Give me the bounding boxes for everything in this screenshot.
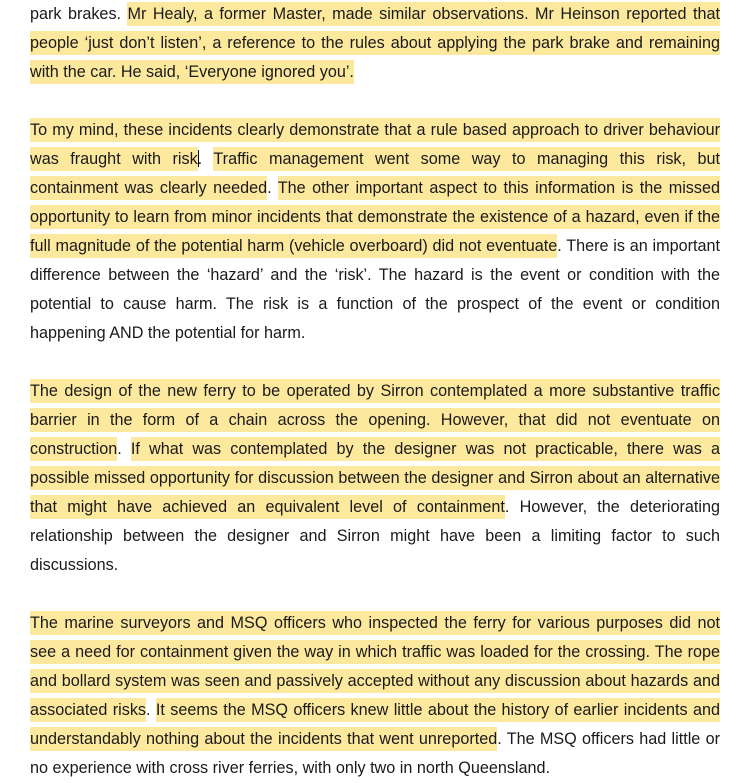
highlighted-text: The other important aspect to this information is the missed opportunity to learn from minor incidents that demonstrate the existence of a hazard, even if the full magnitude of the potential harm (vehicle overboard) did not eventuate <box>30 176 720 258</box>
highlighted-text: If what was contemplated by the designer was not practicable, there was a possible missed opportunity for discussion between the designer and Sirron about an alternative that might have achieved an equivalent level of containment <box>30 437 720 519</box>
highlighted-text: Mr Healy, a former Master, made similar observations. Mr Heinson reported that people ‘just don’t listen’, a reference to the rules about applying the park brake and remaining with the car. He said, ‘Everyone ignored you’. <box>30 2 720 84</box>
highlighted-text: The design of the new ferry to be operated by Sirron contemplated a more substantive traffic barrier in the form of a chain across the opening. However, that did not eventuate on construction <box>30 379 720 461</box>
highlighted-text: The marine surveyors and MSQ officers who inspected the ferry for various purposes did not see a need for containment given the way in which traffic was loaded for the crossing. The rope and bollard system was seen and passively accepted without any discussion about hazards and associated risks <box>30 611 720 722</box>
document-page[interactable] <box>30 0 720 783</box>
text-segment: park brakes. <box>30 5 128 23</box>
paragraph-2[interactable] <box>30 116 720 348</box>
text-segment: . <box>267 179 278 197</box>
paragraph-3[interactable] <box>30 377 720 580</box>
paragraph-4[interactable] <box>30 609 720 783</box>
highlighted-text: Traffic management went some way to managing this risk, but containment was clearly needed <box>30 147 720 200</box>
text-segment: . The MSQ officers had little or no experience with cross river ferries, with only two in north Queensland. <box>30 730 720 777</box>
text-segment: . <box>197 150 214 168</box>
paragraph-1[interactable] <box>30 0 720 87</box>
text-segment: . There is an important difference between the ‘hazard’ and the ‘risk’. The hazard is the event or condition with the potential to cause harm. The risk is a function of the prospect of the event or condition happening AND the potential for harm. <box>30 237 720 342</box>
highlighted-text: To my mind, these incidents clearly demonstrate that a rule based approach to driver behaviour was fraught with risk <box>30 118 720 171</box>
text-segment: . <box>146 701 156 719</box>
text-segment: . However, the deteriorating relationship between the designer and Sirron might have been a limiting factor to such discussions. <box>30 498 720 574</box>
text-segment: . <box>117 440 131 458</box>
highlighted-text: It seems the MSQ officers knew little about the history of earlier incidents and understandably nothing about the incidents that went unreported <box>30 698 720 751</box>
